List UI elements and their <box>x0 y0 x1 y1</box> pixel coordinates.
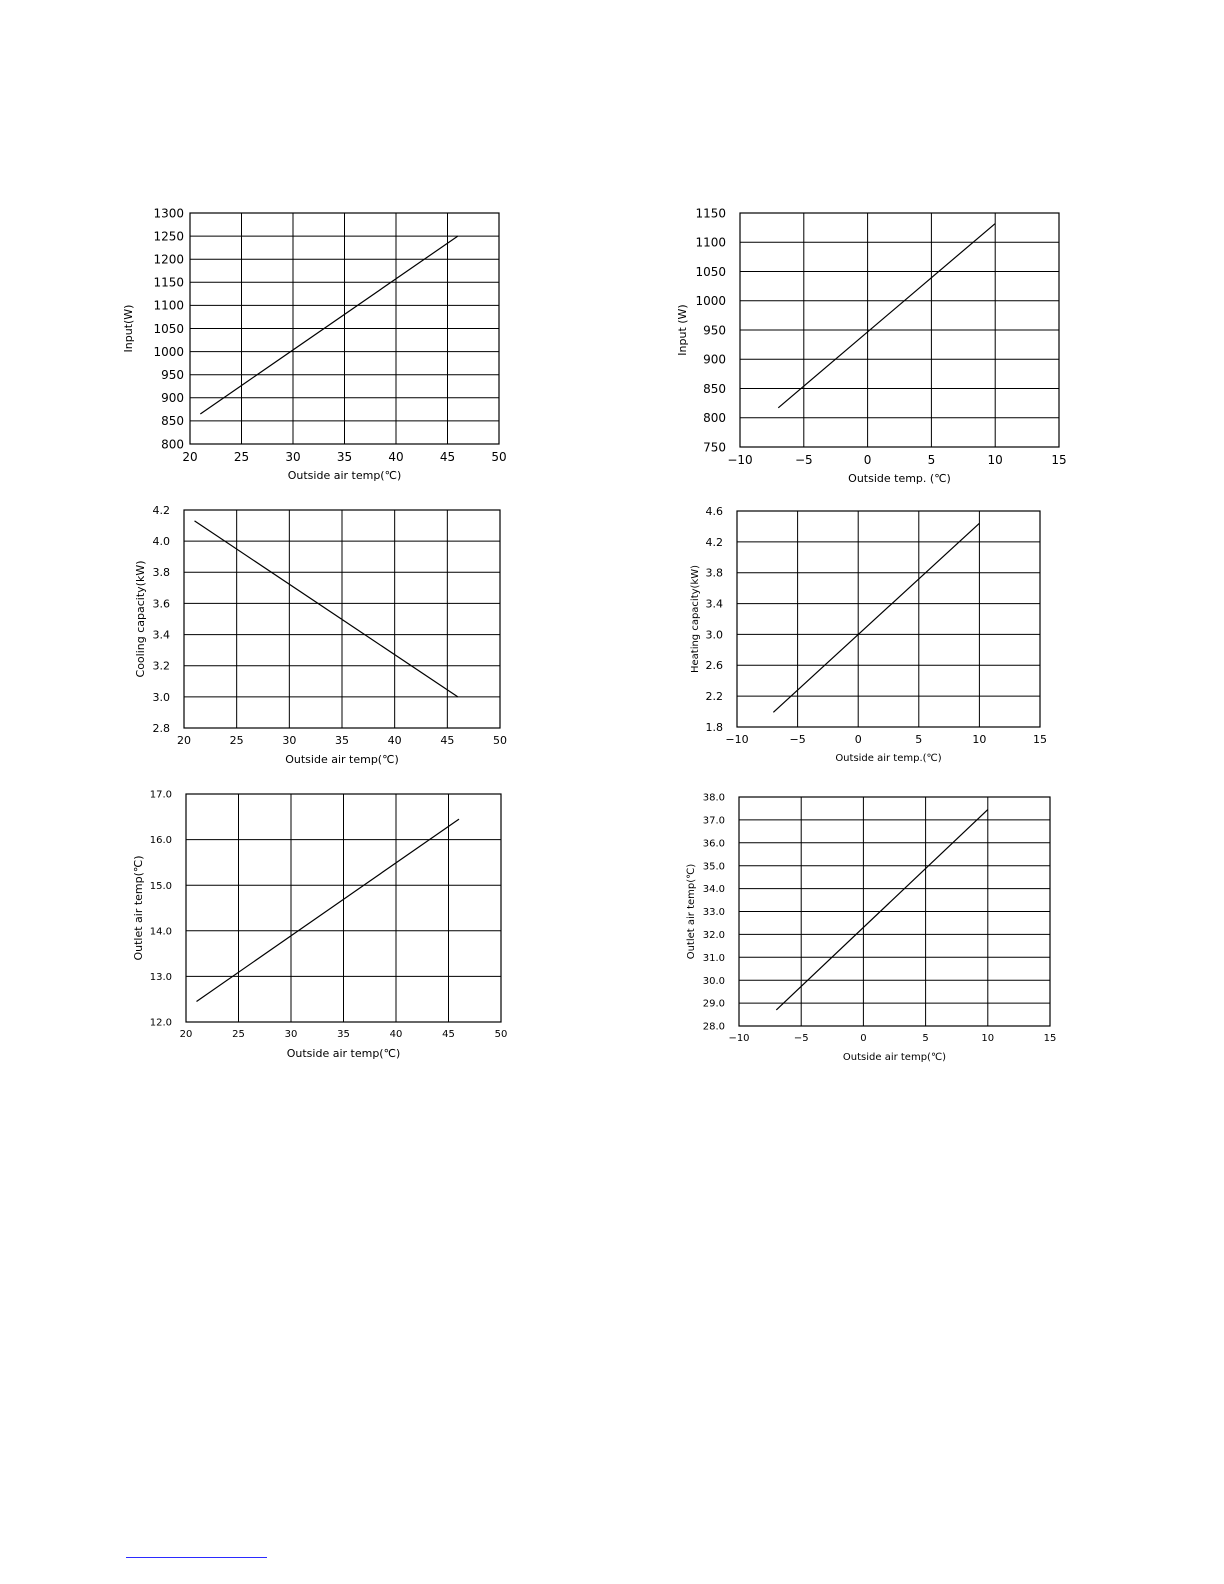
y-tick-label: 15.0 <box>149 880 172 892</box>
x-tick-label: 10 <box>987 453 1003 467</box>
y-tick-label: 1100 <box>695 235 726 250</box>
y-tick-label: 38.0 <box>702 792 725 804</box>
y-tick-label: 4.2 <box>152 503 170 517</box>
y-tick-label: 12.0 <box>149 1017 172 1029</box>
x-tick-label: 35 <box>337 1029 350 1040</box>
x-tick-label: 35 <box>336 450 353 464</box>
y-tick-label: 1050 <box>153 321 184 336</box>
x-tick-label: 5 <box>927 453 936 467</box>
y-tick-label: 1150 <box>153 275 184 290</box>
y-tick-label: 36.0 <box>702 838 725 850</box>
footer-rule <box>126 1557 267 1558</box>
y-tick-label: 4.0 <box>152 535 170 549</box>
y-tick-label: 34.0 <box>702 884 725 896</box>
y-tick-label: 31.0 <box>702 952 725 964</box>
y-tick-label: 3.6 <box>152 597 170 611</box>
x-tick-label: 0 <box>860 1033 867 1044</box>
x-tick-label: 10 <box>981 1033 995 1044</box>
x-tick-label: 40 <box>389 1029 403 1040</box>
x-tick-label: −10 <box>728 1033 750 1044</box>
x-tick-label: 5 <box>915 733 923 746</box>
y-tick-label: 4.2 <box>705 535 723 549</box>
y-axis-label: Heating capacity(kW) <box>690 564 701 674</box>
x-tick-label: 40 <box>388 450 404 464</box>
y-tick-label: 800 <box>703 411 726 426</box>
x-tick-label: 15 <box>1033 733 1047 746</box>
x-tick-label: −10 <box>725 733 749 746</box>
y-tick-label: 1250 <box>153 229 184 244</box>
y-tick-label: 950 <box>703 323 726 338</box>
x-axis-label: Outside air temp(℃) <box>287 469 402 482</box>
cooling-capacity-chart <box>120 498 520 778</box>
y-tick-label: 32.0 <box>702 930 725 941</box>
y-tick-label: 1150 <box>695 206 726 221</box>
y-tick-label: 16.0 <box>149 835 172 847</box>
x-tick-label: 30 <box>282 734 297 747</box>
x-tick-label: 10 <box>972 733 987 746</box>
y-tick-label: 13.0 <box>149 972 172 983</box>
y-tick-label: 850 <box>161 414 184 429</box>
heating-capacity-chart <box>670 498 1060 778</box>
x-tick-label: 25 <box>229 734 244 747</box>
y-tick-label: 37.0 <box>702 815 725 827</box>
x-axis-label: Outside air temp.(℃) <box>835 753 942 764</box>
x-tick-label: 20 <box>182 450 198 464</box>
y-tick-label: 1050 <box>695 264 726 279</box>
y-tick-label: 750 <box>703 440 726 455</box>
series-line <box>778 224 995 408</box>
x-tick-label: 40 <box>387 734 402 747</box>
x-tick-label: 45 <box>442 1029 455 1040</box>
y-tick-label: 3.4 <box>705 597 723 611</box>
x-tick-label: 30 <box>284 1029 298 1040</box>
x-tick-label: 0 <box>863 453 872 467</box>
y-tick-label: 1.8 <box>705 720 723 734</box>
series-line <box>773 523 979 712</box>
y-tick-label: 3.2 <box>152 659 170 673</box>
y-tick-label: 1300 <box>153 206 184 221</box>
y-tick-label: 4.6 <box>705 504 723 518</box>
x-tick-label: 15 <box>1043 1033 1057 1044</box>
y-tick-label: 2.8 <box>152 721 170 735</box>
y-tick-label: 29.0 <box>702 998 725 1010</box>
x-tick-label: 15 <box>1051 453 1067 467</box>
x-tick-label: 0 <box>854 733 862 746</box>
plot-frame <box>737 511 1040 727</box>
y-tick-label: 17.0 <box>149 789 172 801</box>
y-tick-label: 35.0 <box>702 861 725 873</box>
x-tick-label: 5 <box>922 1033 929 1044</box>
y-tick-label: 900 <box>161 391 184 406</box>
y-tick-label: 3.8 <box>705 566 723 580</box>
x-tick-label: 20 <box>179 1029 193 1040</box>
x-tick-label: −5 <box>794 453 813 467</box>
y-tick-label: 14.0 <box>149 926 172 938</box>
y-tick-label: 1100 <box>153 298 184 313</box>
y-tick-label: 850 <box>703 381 726 396</box>
x-tick-label: 25 <box>232 1029 245 1040</box>
x-tick-label: 50 <box>493 734 507 747</box>
y-axis-label: Input (W) <box>676 304 689 356</box>
x-tick-label: 45 <box>440 734 455 747</box>
x-tick-label: −5 <box>789 733 806 746</box>
x-axis-label: Outside temp. (℃) <box>848 472 951 485</box>
y-tick-label: 33.0 <box>702 907 725 919</box>
y-tick-label: 2.6 <box>705 659 723 673</box>
x-tick-label: 50 <box>491 450 507 464</box>
y-tick-label: 2.2 <box>705 690 723 704</box>
heating-input-chart <box>670 200 1080 500</box>
x-tick-label: 20 <box>177 734 191 747</box>
x-tick-label: −10 <box>727 453 753 467</box>
y-tick-label: 3.4 <box>152 628 170 642</box>
y-tick-label: 900 <box>703 352 726 367</box>
x-tick-label: 25 <box>233 450 250 464</box>
cooling-outlet-temp-chart <box>120 782 520 1067</box>
y-tick-label: 1200 <box>153 252 184 267</box>
series-line <box>200 236 458 414</box>
y-axis-label: Input(W) <box>122 304 135 353</box>
x-axis-label: Outside air temp(℃) <box>285 753 399 766</box>
x-tick-label: 50 <box>494 1029 508 1040</box>
y-tick-label: 3.0 <box>152 690 170 704</box>
x-axis-label: Outside air temp(℃) <box>842 1052 947 1063</box>
y-tick-label: 1000 <box>695 294 726 309</box>
heating-outlet-temp-chart <box>670 782 1070 1072</box>
y-tick-label: 3.0 <box>705 628 723 642</box>
cooling-input-chart <box>120 200 520 495</box>
y-axis-label: Outlet air temp(℃) <box>686 863 697 960</box>
x-tick-label: 45 <box>439 450 456 464</box>
y-axis-label: Cooling capacity(kW) <box>134 560 147 678</box>
series-line <box>197 819 460 1001</box>
y-tick-label: 3.8 <box>152 566 170 580</box>
x-tick-label: 30 <box>285 450 301 464</box>
x-tick-label: 35 <box>335 734 349 747</box>
x-axis-label: Outside air temp(℃) <box>286 1047 401 1060</box>
y-axis-label: Outlet air temp(℃) <box>132 855 145 961</box>
x-tick-label: −5 <box>793 1033 809 1044</box>
y-tick-label: 800 <box>161 437 184 452</box>
y-tick-label: 1000 <box>153 344 184 359</box>
y-tick-label: 28.0 <box>702 1021 725 1033</box>
y-tick-label: 30.0 <box>702 975 725 987</box>
y-tick-label: 950 <box>161 368 184 383</box>
series-line <box>195 521 458 697</box>
